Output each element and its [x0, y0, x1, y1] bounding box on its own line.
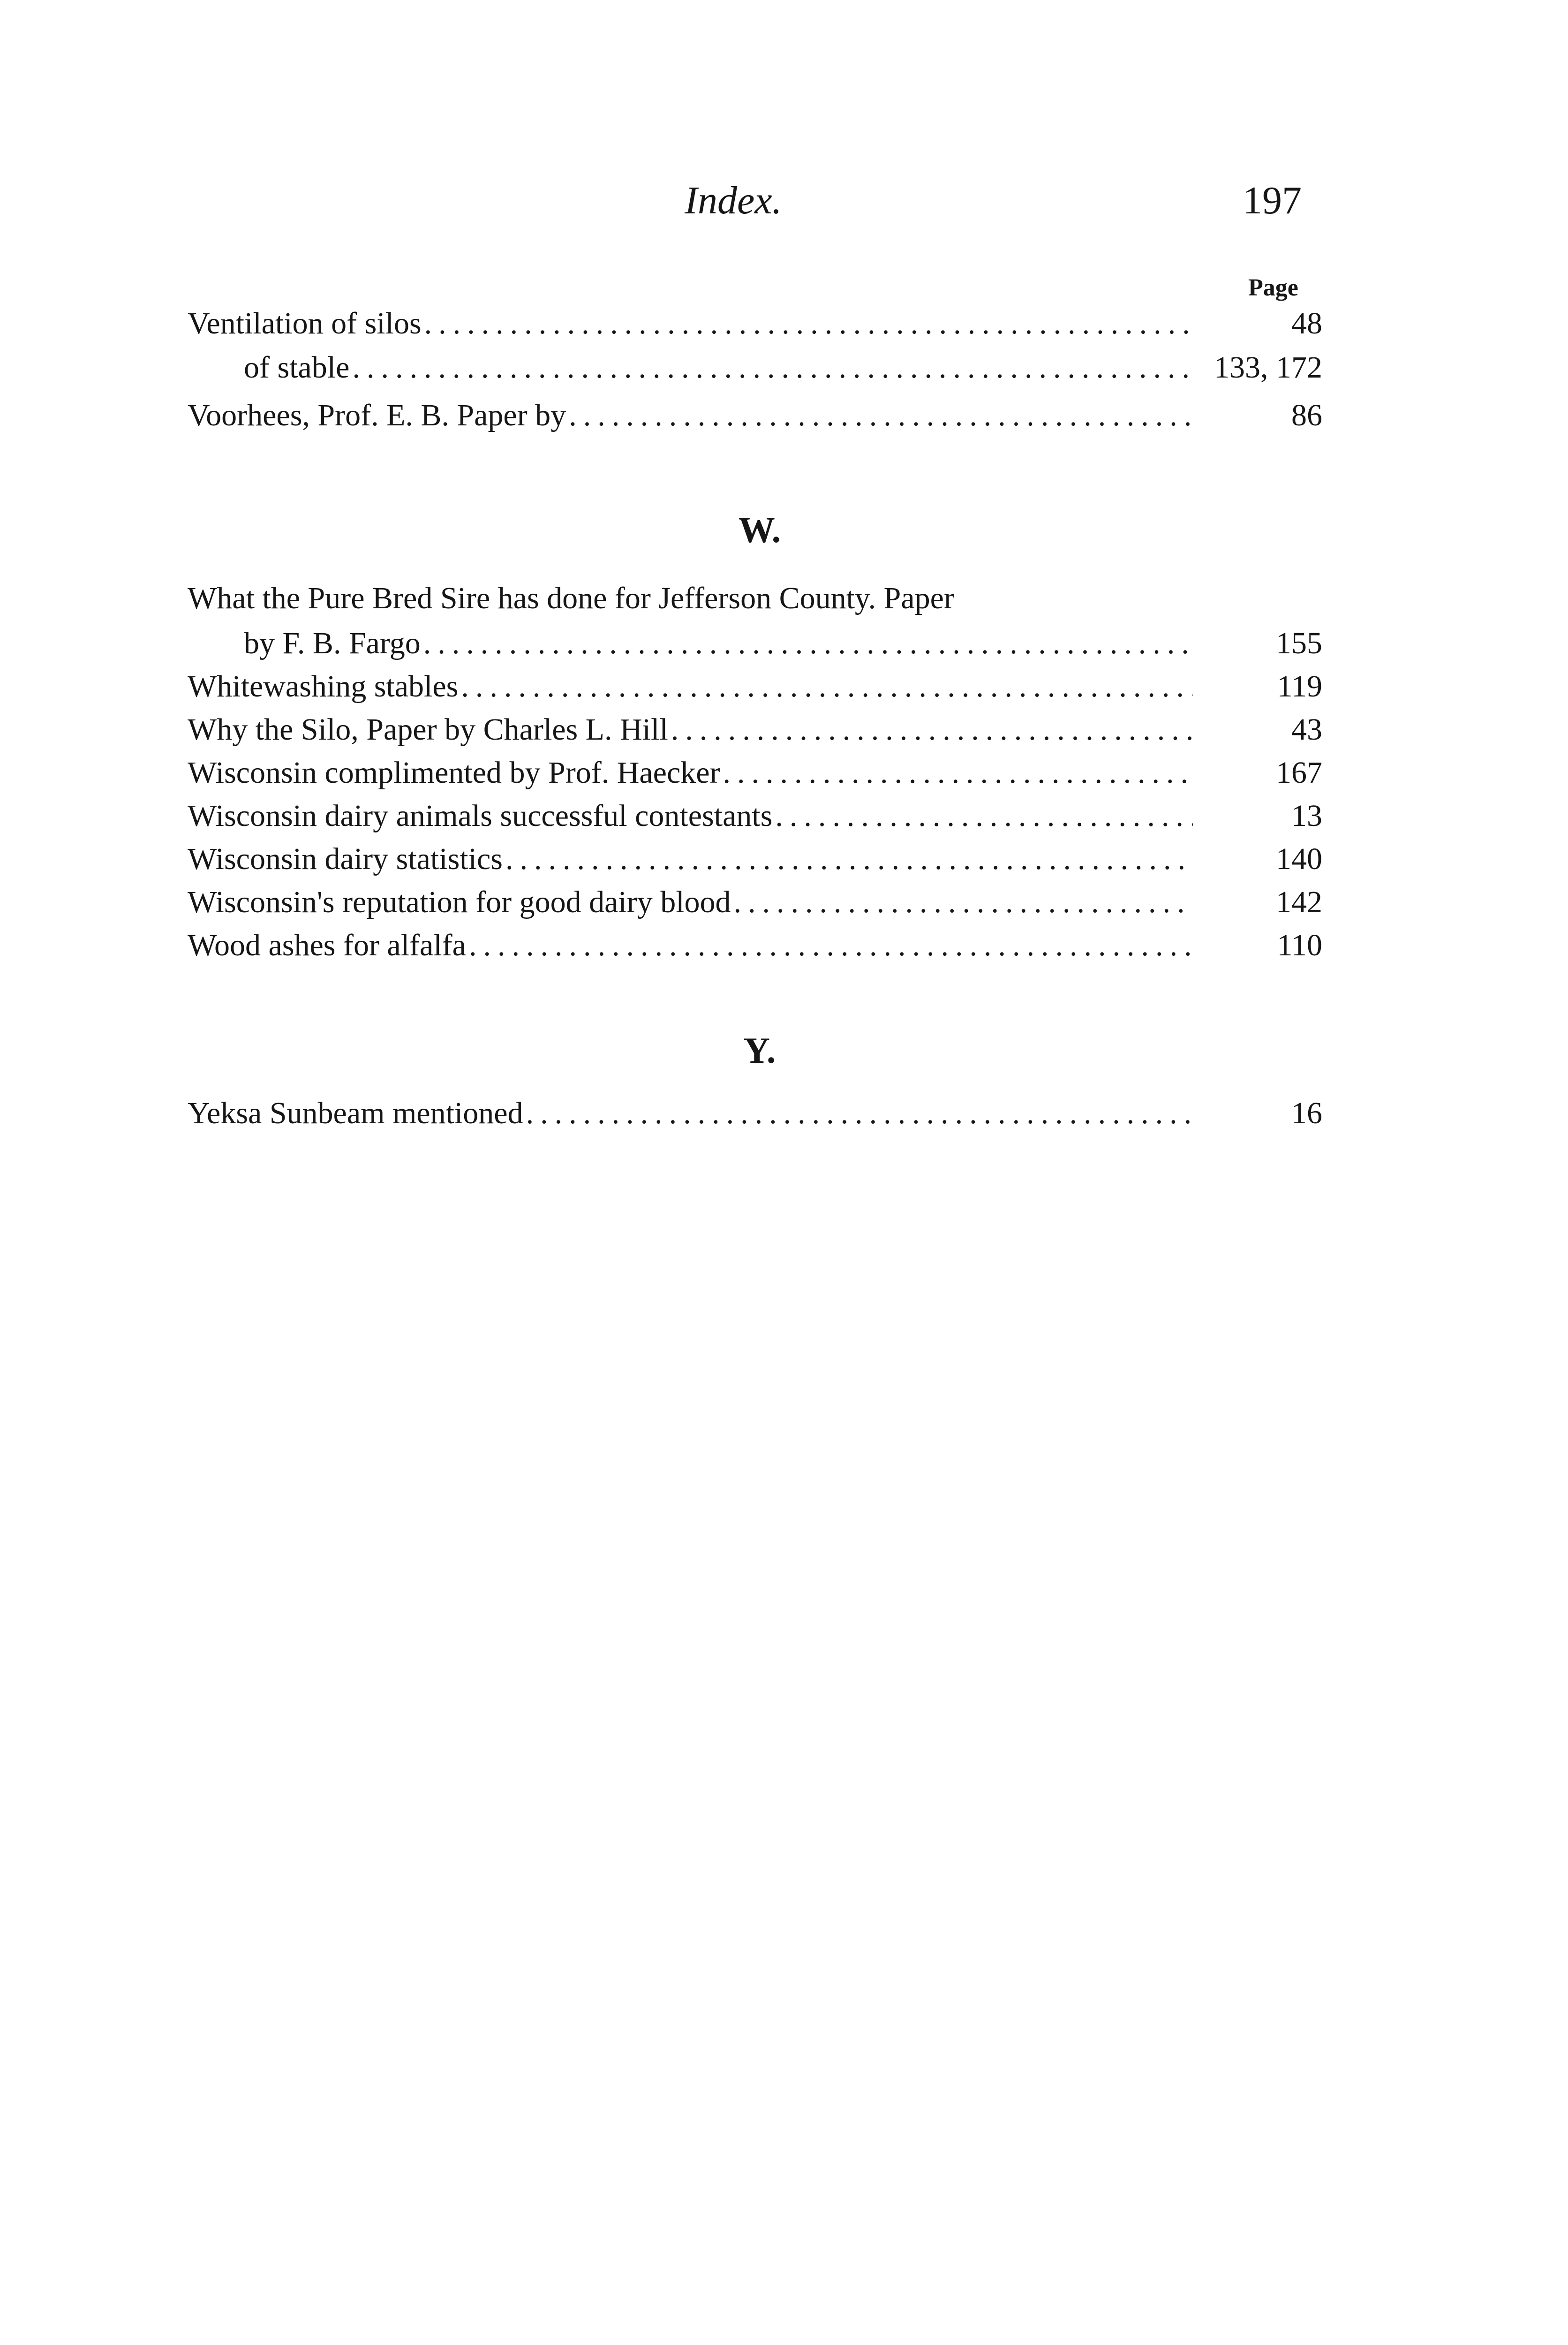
- page-column-label: Page: [1248, 274, 1298, 301]
- page-number: 197: [1243, 179, 1302, 222]
- leader-dots: [352, 346, 1193, 389]
- entry-page: 167: [1276, 756, 1322, 790]
- index-entry: [188, 1092, 1322, 1135]
- leader-dots: [505, 838, 1193, 881]
- leader-dots: [734, 881, 1193, 924]
- leader-dots: [671, 708, 1193, 751]
- section-heading-w: W.: [738, 509, 781, 550]
- leader-dots: [469, 924, 1193, 967]
- running-head-title: Index.: [685, 179, 782, 222]
- entry-page: 133, 172: [1214, 350, 1322, 385]
- entry-page: 48: [1291, 306, 1322, 340]
- entry-page: 43: [1291, 712, 1322, 747]
- index-entry-continuation: [244, 622, 1322, 665]
- entry-text-line: What the Pure Bred Sire has done for Jefferson County. Paper: [188, 581, 954, 615]
- entry-text: Yeksa Sunbeam mentioned: [188, 1096, 523, 1130]
- leader-dots: [461, 665, 1193, 708]
- entry-text: Wood ashes for alfalfa: [188, 928, 466, 962]
- leader-dots: [775, 794, 1193, 838]
- index-entry: [188, 708, 1322, 751]
- index-entry: [188, 665, 1322, 708]
- entry-text: Wisconsin dairy statistics: [188, 842, 503, 876]
- leader-dots: [723, 751, 1193, 794]
- index-subentry: [244, 346, 1322, 389]
- index-entry: [188, 881, 1322, 924]
- section-heading-y: Y.: [743, 1030, 776, 1071]
- entry-text: Wisconsin dairy animals successful contestants: [188, 799, 773, 833]
- index-entry: [188, 838, 1322, 881]
- entry-text: Wisconsin's reputation for good dairy blood: [188, 885, 731, 919]
- index-entry: [188, 751, 1322, 794]
- entry-text: Whitewashing stables: [188, 669, 459, 704]
- entry-page: 119: [1277, 669, 1322, 704]
- index-entry: [188, 794, 1322, 838]
- entry-page: 16: [1291, 1096, 1322, 1130]
- leader-dots: [526, 1092, 1193, 1135]
- entry-page: 140: [1276, 842, 1322, 876]
- entry-page: 142: [1276, 885, 1322, 919]
- entry-text: by F. B. Fargo: [244, 626, 421, 660]
- entry-text: of stable: [244, 350, 350, 385]
- entry-text: Voorhees, Prof. E. B. Paper by: [188, 398, 566, 432]
- entry-text: Ventilation of silos: [188, 306, 422, 340]
- entry-page: 110: [1277, 928, 1322, 962]
- index-entry: [188, 302, 1322, 345]
- index-entry: [188, 924, 1322, 967]
- leader-dots: [423, 622, 1193, 665]
- entry-page: 13: [1291, 799, 1322, 833]
- entry-text: Why the Silo, Paper by Charles L. Hill: [188, 712, 668, 747]
- entry-page: 86: [1291, 398, 1322, 432]
- leader-dots: [569, 394, 1193, 437]
- leader-dots: [424, 302, 1193, 345]
- entry-text: Wisconsin complimented by Prof. Haecker: [188, 756, 720, 790]
- index-entry: [188, 394, 1322, 437]
- entry-page: 155: [1276, 626, 1322, 660]
